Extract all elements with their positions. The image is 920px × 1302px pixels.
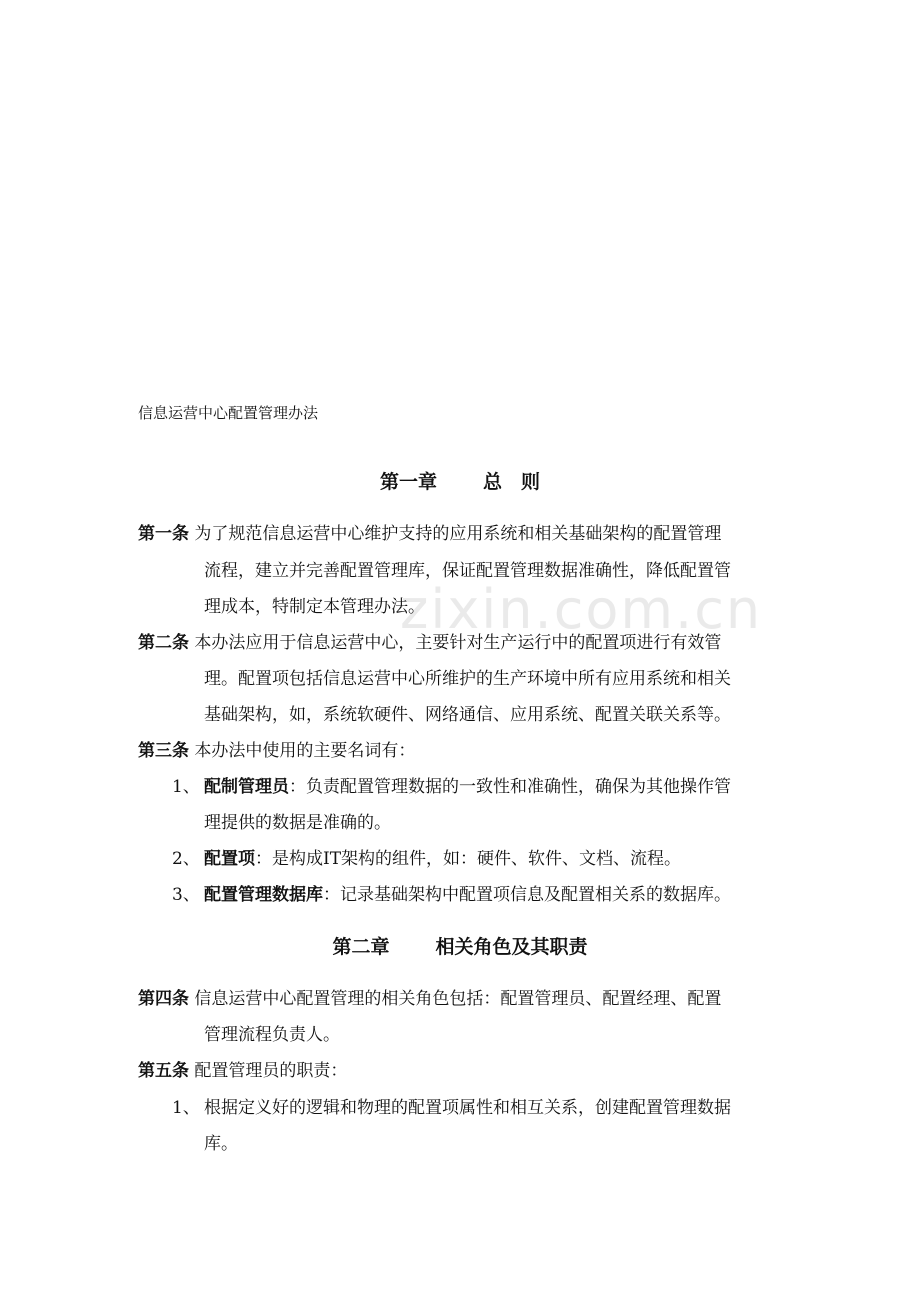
article-1-line-2: 流程，建立并完善配置管理库，保证配置管理数据准确性，降低配置管: [204, 561, 731, 581]
chapter-1-heading: [0, 468, 920, 496]
article-label: 第二条: [138, 633, 189, 653]
article-2-line-1: [138, 630, 721, 656]
list-number: 1、: [172, 1098, 200, 1118]
term-item-2: [172, 846, 681, 872]
term-item-1: [172, 774, 731, 800]
article-2-line-2: 理。配置项包括信息运营中心所维护的生产环境中所有应用系统和相关: [204, 669, 731, 689]
chapter-title: 总 则: [483, 471, 541, 493]
term-definition: ：记录基础架构中配置项信息及配置相关系的数据库。: [323, 885, 731, 905]
term-definition: ：是构成IT架构的组件，如：硬件、软件、文档、流程。: [255, 849, 682, 869]
article-label: 第三条: [138, 741, 189, 761]
chapter-title: 相关角色及其职责: [435, 936, 588, 958]
chapter-label: 第一章: [379, 471, 437, 493]
article-text: 信息运营中心配置管理的相关角色包括：配置管理员、配置经理、配置: [194, 989, 722, 1009]
term-name: 配置管理数据库: [204, 885, 323, 905]
article-label: 第一条: [138, 524, 189, 544]
watermark: zixin.com.cn: [400, 578, 763, 641]
article-text: 本办法应用于信息运营中心，主要针对生产运行中的配置项进行有效管: [194, 633, 722, 653]
term-definition: ：负责配置管理数据的一致性和准确性，确保为其他操作管: [289, 777, 731, 797]
term-name: 配制管理员: [204, 777, 289, 797]
duty-text: 根据定义好的逻辑和物理的配置项属性和相互关系，创建配置管理数据: [204, 1098, 731, 1118]
article-4-line-1: [138, 986, 721, 1012]
article-5-line-1: [138, 1058, 347, 1084]
article-1-line-3: 理成本，特制定本管理办法。: [204, 597, 425, 617]
article-label: 第五条: [138, 1061, 189, 1081]
duty-item-1-continued: 库。: [204, 1134, 238, 1154]
term-item-3: [172, 882, 731, 908]
article-text: 本办法中使用的主要名词有：: [194, 741, 416, 761]
duty-item-1: [172, 1095, 731, 1121]
article-1-line-1: [138, 521, 721, 547]
list-number: 2、: [172, 849, 200, 869]
document-title: 信息运营中心配置管理办法: [138, 404, 319, 422]
article-text: 配置管理员的职责：: [194, 1061, 348, 1081]
list-number: 3、: [172, 885, 200, 905]
article-label: 第四条: [138, 989, 189, 1009]
term-name: 配置项: [204, 849, 255, 869]
article-text: 为了规范信息运营中心维护支持的应用系统和相关基础架构的配置管理: [194, 524, 722, 544]
article-4-line-2: 管理流程负责人。: [204, 1025, 340, 1045]
chapter-2-heading: [0, 933, 920, 961]
chapter-label: 第二章: [332, 936, 390, 958]
article-2-line-3: 基础架构，如，系统软硬件、网络通信、应用系统、配置关联关系等。: [204, 705, 731, 725]
term-item-1-continued: 理提供的数据是准确的。: [204, 813, 391, 833]
article-3-line-1: [138, 738, 415, 764]
list-number: 1、: [172, 777, 200, 797]
